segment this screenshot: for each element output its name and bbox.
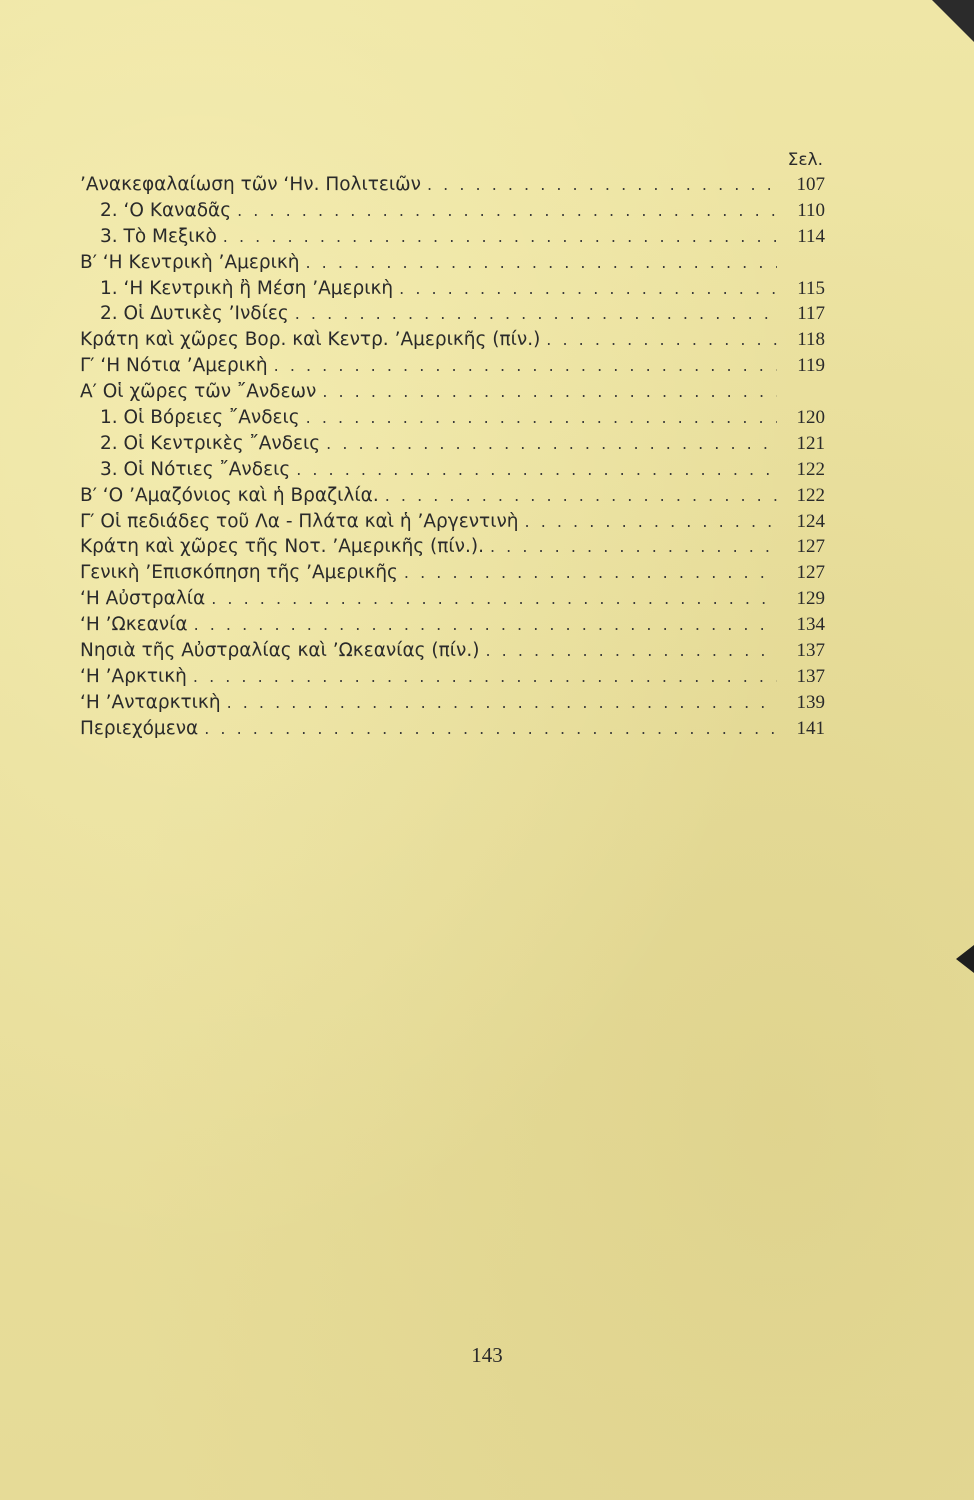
toc-entry-title: 1. ‘Η Κεντρικὴ ἢ Μέση ’Αμερικὴ bbox=[100, 277, 394, 299]
page-number: 143 bbox=[471, 1343, 503, 1367]
toc-dot-leader bbox=[484, 534, 777, 560]
toc-dot-leader bbox=[519, 509, 777, 535]
toc-entry-page: 115 bbox=[797, 277, 825, 299]
toc-entry bbox=[80, 457, 825, 483]
toc-dot-leader bbox=[316, 379, 777, 405]
toc-entry-page: 122 bbox=[796, 484, 825, 506]
toc-entry-page: 124 bbox=[796, 510, 825, 532]
toc-entry-page: 117 bbox=[797, 303, 825, 325]
toc-entry-title: 2. ‘Ο Καναδᾶς bbox=[100, 199, 232, 221]
toc-dot-leader bbox=[268, 353, 777, 379]
table-of-contents bbox=[80, 148, 825, 742]
toc-entry-title: Νησιὰ τῆς Αὐστραλίας καὶ ’Ωκεανίας (πίν.) bbox=[80, 640, 480, 662]
toc-entry-title: Κράτη καὶ χῶρες τῆς Νοτ. ’Αμερικῆς (πίν.). bbox=[80, 536, 484, 558]
toc-entry-page: 119 bbox=[797, 355, 825, 377]
toc-entry-page: 141 bbox=[796, 717, 825, 739]
toc-entry bbox=[80, 431, 825, 457]
toc-entry bbox=[80, 612, 825, 638]
toc-entry-title: 1. Οἱ Βόρειες ῎Ανδεις bbox=[100, 407, 300, 429]
toc-entry-page: 110 bbox=[797, 199, 825, 221]
toc-entry bbox=[80, 716, 825, 742]
toc-entry-page: 129 bbox=[796, 588, 825, 610]
toc-entry-title: 3. Οἱ Νότιες ῎Ανδεις bbox=[100, 458, 291, 480]
toc-entry-page: 134 bbox=[796, 614, 825, 636]
toc-entry-page: 137 bbox=[796, 640, 825, 662]
toc-entry-title: Β′ ‘Ο ’Αμαζόνιος καὶ ἡ Βραζιλία. bbox=[80, 484, 379, 506]
toc-entry bbox=[80, 198, 825, 224]
toc-dot-leader bbox=[300, 405, 777, 431]
toc-entry-page: 120 bbox=[796, 407, 825, 429]
toc-entry-title: ’Ανακεφαλαίωση τῶν ‘Ην. Πολιτειῶν bbox=[80, 174, 421, 195]
toc-entry-title: ‘Η ’Ανταρκτικὴ bbox=[80, 691, 221, 713]
toc-dot-leader bbox=[188, 612, 777, 638]
toc-entry-title: Γ′ ‘Η Νότια ’Αμερικὴ bbox=[80, 355, 268, 377]
toc-entry-title: Περιεχόμενα bbox=[80, 717, 199, 739]
toc-entry-title: Κράτη καὶ χῶρες Βορ. καὶ Κεντρ. ’Αμερικῆς (πίν.) bbox=[80, 329, 541, 351]
toc-dot-leader bbox=[289, 301, 777, 327]
toc-dot-leader bbox=[217, 224, 777, 250]
toc-entry bbox=[80, 509, 825, 535]
toc-entry-title: ‘Η ’Αρκτικὴ bbox=[80, 665, 187, 687]
page-corner-fold bbox=[932, 0, 974, 42]
toc-entry bbox=[80, 224, 825, 250]
toc-entry-page: 139 bbox=[796, 691, 825, 713]
toc-dot-leader bbox=[393, 276, 777, 302]
toc-dot-leader bbox=[231, 198, 777, 224]
toc-entry-page: 121 bbox=[796, 432, 825, 454]
toc-entry bbox=[80, 638, 825, 664]
toc-dot-leader bbox=[540, 327, 777, 353]
toc-dot-leader bbox=[198, 716, 777, 742]
toc-entry bbox=[80, 405, 825, 431]
toc-entry-page: 127 bbox=[796, 562, 825, 584]
toc-entry bbox=[80, 353, 825, 379]
toc-entry-title: Γ′ Οἱ πεδιάδες τοῦ Λα - Πλάτα καὶ ἡ ’Αργεντινὴ bbox=[80, 510, 519, 532]
page-column-label: Σελ. bbox=[787, 150, 823, 170]
toc-dot-leader bbox=[300, 250, 778, 276]
toc-entry-page: 137 bbox=[796, 665, 825, 687]
toc-dot-leader bbox=[205, 586, 777, 612]
toc-entry bbox=[80, 276, 825, 302]
toc-entry-title: ‘Η ’Ωκεανία bbox=[80, 614, 188, 636]
toc-dot-leader bbox=[421, 172, 777, 198]
toc-entry bbox=[80, 172, 825, 198]
toc-entry bbox=[80, 534, 825, 560]
toc-entry-title: ‘Η Αὐστραλία bbox=[80, 588, 206, 610]
toc-entry bbox=[80, 586, 825, 612]
toc-entry-title: 2. Οἱ Δυτικὲς ’Ινδίες bbox=[100, 303, 289, 325]
toc-entry bbox=[80, 664, 825, 690]
toc-dot-leader bbox=[290, 457, 777, 483]
toc-entry-title: Β′ ‘Η Κεντρικὴ ’Αμερικὴ bbox=[80, 251, 300, 273]
toc-entry-title: Α′ Οἱ χῶρες τῶν ῎Ανδεων bbox=[80, 381, 317, 403]
toc-dot-leader bbox=[479, 638, 777, 664]
toc-entry bbox=[80, 483, 825, 509]
toc-dot-leader bbox=[320, 431, 777, 457]
toc-entry bbox=[80, 250, 825, 276]
toc-entry-title: Γενικὴ ’Επισκόπηση τῆς ’Αμερικῆς bbox=[80, 562, 398, 584]
toc-entry bbox=[80, 379, 825, 405]
toc-dot-leader bbox=[379, 483, 777, 509]
toc-entry-page: 122 bbox=[796, 458, 825, 480]
toc-list bbox=[80, 172, 825, 742]
toc-entry-page: 127 bbox=[796, 536, 825, 558]
toc-entry bbox=[80, 690, 825, 716]
toc-dot-leader bbox=[221, 690, 777, 716]
toc-dot-leader bbox=[398, 560, 777, 586]
page-edge-notch bbox=[956, 945, 974, 973]
toc-entry-page: 114 bbox=[797, 225, 825, 247]
toc-entry-title: 2. Οἱ Κεντρικὲς ῎Ανδεις bbox=[100, 432, 321, 454]
toc-entry-page: 107 bbox=[796, 174, 825, 195]
toc-entry-page: 118 bbox=[797, 329, 825, 351]
toc-entry bbox=[80, 560, 825, 586]
toc-entry bbox=[80, 301, 825, 327]
toc-entry-title: 3. Τὸ Μεξικὸ bbox=[100, 225, 217, 247]
toc-dot-leader bbox=[187, 664, 777, 690]
toc-entry bbox=[80, 327, 825, 353]
